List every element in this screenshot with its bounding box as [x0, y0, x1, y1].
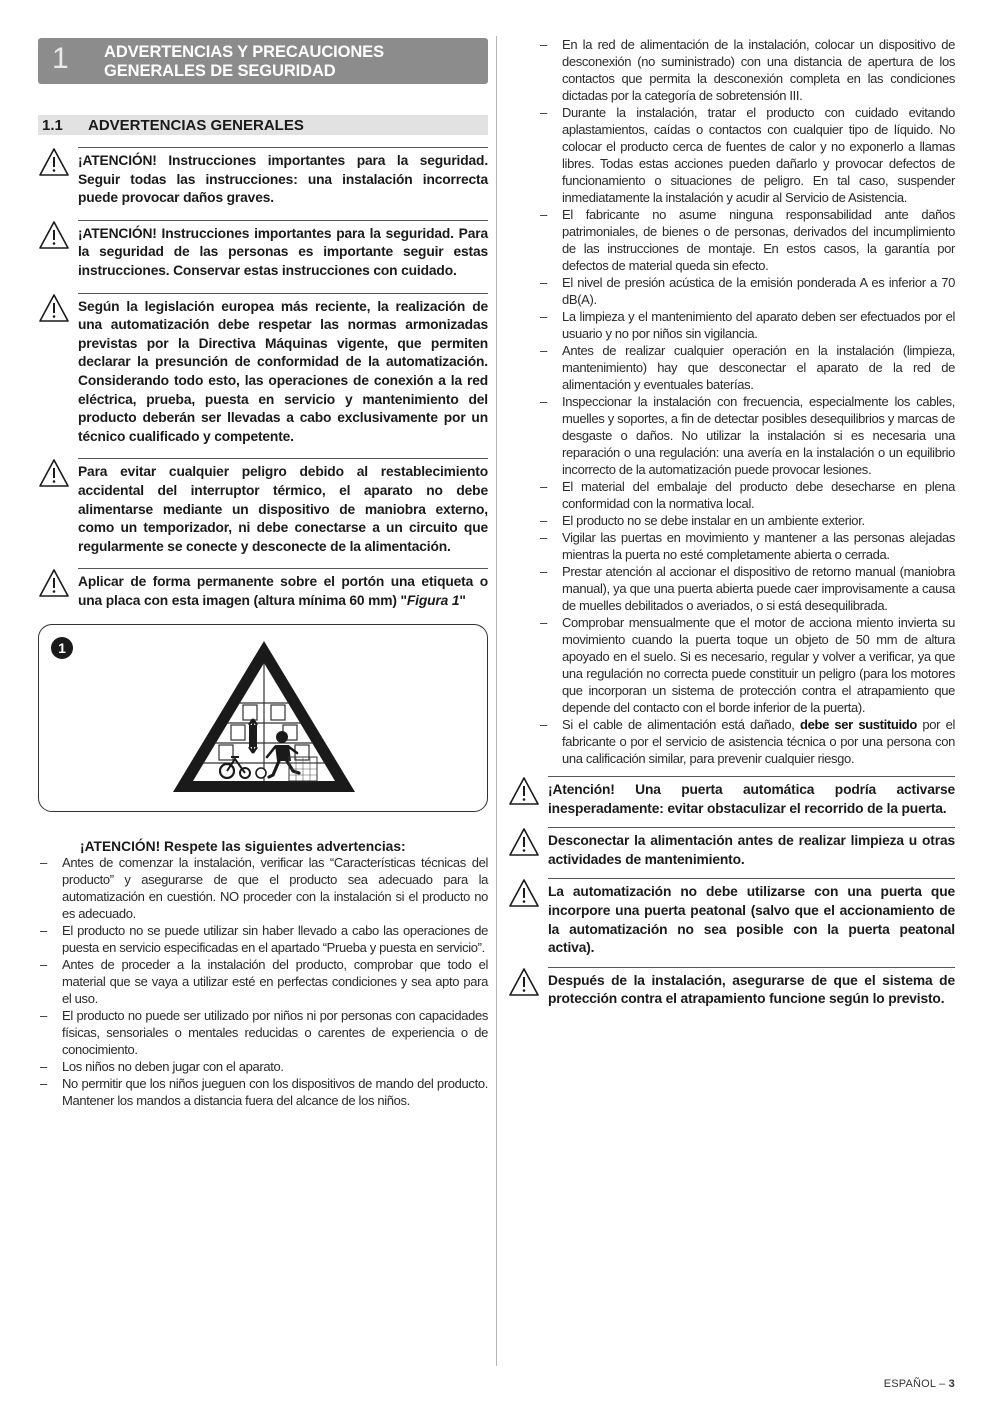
list-item: – Comprobar mensualmente que el motor de acciona miento invierta su movimiento cuando la puerta toque un objeto de 50 mm de altura apoyado en el suelo. Si es necesario, regular y volver a verificar, ya que una regulación no correcta puede constituir un peligro (para los motores que incorporan un sistema de protección contra el atrapamiento que depende del contacto con el borde inferior de la puerta).	[538, 614, 955, 716]
list-item: – El nivel de presión acústica de la emisión ponderada A es inferior a 70 dB(A).	[538, 274, 955, 308]
warning-triangle-icon	[508, 967, 548, 1009]
left-warnings	[38, 147, 488, 556]
warning-text: Después de la instalación, asegurarse de que el sistema de protección contra el atrapamiento funcione según lo previsto.	[548, 967, 955, 1009]
list-item	[538, 716, 955, 767]
left-warning-list	[38, 854, 488, 1109]
list-item: – Inspeccionar la instalación con frecuencia, especialmente los cables, muelles y soportes, a fin de detectar posibles desequilibrios y marcas de desgaste o daños. No utilizar la instalación si es necesaria una reparación o una regulación: una avería en la instalación o un equilibrio incorrecto de la automatización puede provocar lesiones.	[538, 393, 955, 478]
right-warnings	[508, 776, 955, 1009]
warning-block	[38, 458, 488, 556]
right-warning-list-last	[538, 716, 955, 767]
warning-triangle-icon	[508, 878, 548, 957]
figure-1-box	[38, 624, 488, 812]
warning-block	[508, 967, 955, 1009]
warning-triangle-icon	[38, 458, 78, 556]
child-under-door-warning-sign	[169, 639, 359, 795]
section-header	[38, 115, 488, 135]
section-number: 1.1	[42, 116, 63, 134]
list-item: – Vigilar las puertas en movimiento y mantener a las personas alejadas mientras la puerta no esté completamente abierta o cerrada.	[538, 529, 955, 563]
list-item: – Antes de comenzar la instalación, verificar las “Características técnicas del producto” y asegurarse de que el producto sea adecuado para la automatización en cuestión. NO proceder con la instalación si el producto no es adecuado.	[38, 854, 488, 922]
label-warning-text	[78, 568, 488, 610]
list-item: – No permitir que los niños jueguen con los dispositivos de mando del producto. Mantener los mandos a distancia fuera del alcance de los niños.	[38, 1075, 488, 1109]
list-item-bold: debe ser sustituido	[800, 717, 917, 732]
list-item: – El fabricante no asume ninguna responsabilidad ante daños patrimoniales, de bienes o de personas, derivados del incumplimiento de las instrucciones de montaje. En estos casos, la garantía por defectos de material queda sin efecto.	[538, 206, 955, 274]
warning-block	[38, 220, 488, 281]
left-column	[38, 38, 488, 1109]
list-item: – El material del embalaje del producto debe desecharse en plena conformidad con la normativa local.	[538, 478, 955, 512]
chapter-header	[38, 38, 488, 84]
chapter-number: 1	[52, 42, 69, 75]
warning-text: ¡Atención! Una puerta automática podría activarse inesperadamente: evitar obstaculizar el recorrido de la puerta.	[548, 776, 955, 818]
list-item: – El producto no puede ser utilizado por niños ni por personas con capacidades físicas, sensoriales o mentales reducidas o carentes de experiencia o de conocimiento.	[38, 1007, 488, 1058]
label-warning	[38, 568, 488, 610]
right-warning-list	[538, 36, 955, 716]
footer-language: ESPAÑOL –	[883, 1378, 949, 1390]
warning-text: ¡ATENCIÓN! Instrucciones importantes para la seguridad. Seguir todas las instrucciones: una instalación incorrecta puede provocar daños graves.	[78, 147, 488, 208]
warning-block	[508, 776, 955, 818]
list-item-text: Si el cable de alimentación está dañado,	[562, 717, 801, 732]
warning-triangle-icon	[38, 568, 78, 610]
warning-block	[38, 293, 488, 447]
warning-triangle-icon	[508, 776, 548, 818]
list-item: – Prestar atención al accionar el dispositivo de retorno manual (maniobra manual), ya que una puerta abierta puede caer improvisamente a causa de muelles debilitados o averiados, o si está desequilibrada.	[538, 563, 955, 614]
page-number: 3	[948, 1378, 955, 1390]
figure-reference: Figura 1	[406, 592, 460, 608]
warning-text: La automatización no debe utilizarse con una puerta que incorpore una puerta peatonal (salvo que el accionamiento de la automatización no sea posible con la puerta peatonal activa).	[548, 878, 955, 957]
warning-block	[508, 827, 955, 869]
section-title: ADVERTENCIAS GENERALES	[88, 116, 304, 134]
chapter-title-line-1: ADVERTENCIAS Y PRECAUCIONES	[104, 43, 384, 61]
warning-text: ¡ATENCIÓN! Instrucciones importantes para la seguridad. Para la seguridad de las personas es importante seguir estas instrucciones. Conservar estas instrucciones con cuidado.	[78, 220, 488, 281]
page-footer	[884, 1378, 955, 1390]
column-divider	[496, 36, 497, 1366]
list-item: – Antes de proceder a la instalación del producto, comprobar que todo el material que se vaya a utilizar esté en perfectas condiciones y sea apto para el uso.	[38, 956, 488, 1007]
list-item: – Antes de realizar cualquier operación en la instalación (limpieza, mantenimiento) hay que desconectar el aparato de la red de alimentación y eventuales baterías.	[538, 342, 955, 393]
warning-block	[38, 147, 488, 208]
figure-number-badge: 1	[51, 637, 73, 659]
chapter-title	[104, 43, 384, 81]
warning-text: Para evitar cualquier peligro debido al restablecimiento accidental del interruptor térmico, el aparato no debe alimentarse mediante un dispositivo de maniobra externo, como un temporizador, ni debe conectarse a un circuito que regularmente se conecte y desconecte de la alimentación.	[78, 458, 488, 556]
list-item: – Los niños no deben jugar con el aparato.	[38, 1058, 488, 1075]
warning-triangle-icon	[38, 293, 78, 447]
warning-block	[508, 878, 955, 957]
warning-text: Según la legislación europea más reciente, la realización de una automatización debe respetar las normas armonizadas previstas por la Directiva Máquinas vigente, que permiten declarar la presunción de conformidad de la automatización. Considerando todo esto, las operaciones de conexión a la red eléctrica, prueba, puesta en servicio y mantenimiento del producto deberán ser llevadas a cabo exclusivamente por un técnico cualificado y competente.	[78, 293, 488, 447]
chapter-title-line-2: GENERALES DE SEGURIDAD	[104, 62, 336, 80]
label-warning-body: Aplicar de forma permanente sobre el portón una etiqueta o una placa con esta imagen (altura mínima 60 mm) "	[78, 574, 488, 608]
warning-triangle-icon	[508, 827, 548, 869]
warning-triangle-icon	[38, 147, 78, 208]
list-item: – Durante la instalación, tratar el producto con cuidado evitando aplastamientos, caídas o contactos con cualquier tipo de líquido. No colocar el producto cerca de fuentes de calor y no exponerlo a llamas libres. Todas estas acciones pueden dañarlo y provocar defectos de funcionamiento o situaciones de peligro. En tal caso, suspender inmediatamente la instalación y acudir al Servicio de Asistencia.	[538, 104, 955, 206]
list-item: – La limpieza y el mantenimiento del aparato deben ser efectuados por el usuario y no por niños sin vigilancia.	[538, 308, 955, 342]
warning-triangle-icon	[38, 220, 78, 281]
right-column	[508, 36, 955, 1009]
list-item: – El producto no se debe instalar en un ambiente exterior.	[538, 512, 955, 529]
list-item-text-end: por el fabricante o por el servicio de asistencia técnica o por una persona con una calificación similar, para prevenir cualquier riesgo.	[562, 717, 955, 766]
list-item: – El producto no se puede utilizar sin haber llevado a cabo las operaciones de puesta en servicio especificadas en el apartado “Prueba y puesta en servicio”.	[38, 922, 488, 956]
attention-subheading: ¡ATENCIÓN! Respete las siguientes advertencias:	[80, 839, 406, 855]
label-warning-closing: "	[459, 592, 466, 608]
list-item: – En la red de alimentación de la instalación, colocar un dispositivo de desconexión (no suministrado) con una distancia de apertura de los contactos que permita la desconexión completa en las condiciones dictadas por la categoría de sobretensión III.	[538, 36, 955, 104]
warning-text: Desconectar la alimentación antes de realizar limpieza u otras actividades de mantenimiento.	[548, 827, 955, 869]
